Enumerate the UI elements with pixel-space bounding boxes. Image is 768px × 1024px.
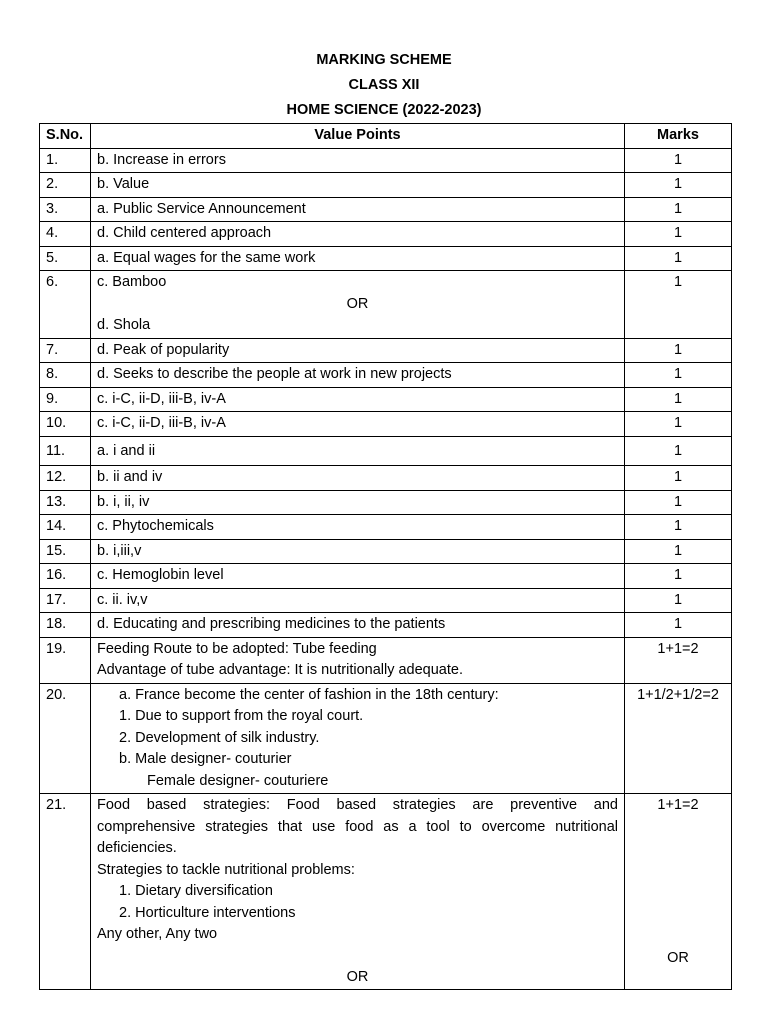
row-marks: 1 — [625, 490, 732, 515]
row-sno: 16. — [40, 564, 91, 589]
table-row — [40, 222, 732, 247]
row-value: d. Seeks to describe the people at work in new projects — [91, 363, 625, 388]
table-row — [40, 173, 732, 198]
row-marks: 1+1/2+1/2=2 — [625, 683, 732, 794]
row-marks: 1 — [625, 338, 732, 363]
row-marks: 1 — [625, 271, 732, 339]
row-value-line: Any other, Any two — [97, 926, 218, 942]
table-row — [40, 387, 732, 412]
row-sno: 13. — [40, 490, 91, 515]
table-row — [40, 197, 732, 222]
row-sno: 3. — [40, 197, 91, 222]
title-marking-scheme: MARKING SCHEME — [316, 52, 452, 68]
row-value-alt: d. Shola — [97, 317, 151, 333]
row-value-line: Strategies to tackle nutritional problems: — [97, 861, 355, 878]
title-class: CLASS XII — [348, 77, 420, 93]
row-sno: 20. — [40, 683, 91, 794]
row-marks: 1 — [625, 222, 732, 247]
row-value: b. Increase in errors — [91, 148, 625, 173]
row-value: d. Child centered approach — [91, 222, 625, 247]
row-value-line: 1. Due to support from the royal court. — [119, 708, 364, 724]
row-marks: 1 — [625, 246, 732, 271]
row-sno: 5. — [40, 246, 91, 271]
row-value: b. i,iii,v — [91, 539, 625, 564]
row-marks: 1 — [625, 148, 732, 173]
row-sno: 19. — [40, 637, 91, 683]
table-row — [40, 637, 732, 683]
row-value-group — [91, 637, 625, 683]
row-marks: 1 — [625, 564, 732, 589]
row-value: c. ii. iv,v — [91, 588, 625, 613]
row-marks: 1 — [625, 363, 732, 388]
row-marks: 1 — [625, 613, 732, 638]
row-value-group — [91, 271, 625, 339]
table-row — [40, 613, 732, 638]
row-value: b. Value — [91, 173, 625, 198]
marks-or-separator: OR — [667, 949, 689, 966]
row-marks: 1+1=2 — [625, 637, 732, 683]
header-value-points: Value Points — [91, 124, 625, 149]
row-value: a. i and ii — [91, 436, 625, 466]
or-separator: OR — [346, 295, 369, 312]
table-row — [40, 490, 732, 515]
row-value-line: Advantage of tube advantage: It is nutritionally adequate. — [97, 662, 463, 678]
row-value-line: a. France become the center of fashion in the 18th century: — [119, 686, 499, 703]
table-row — [40, 338, 732, 363]
table-row — [40, 515, 732, 540]
table-row — [40, 271, 732, 339]
row-value-group — [91, 683, 625, 794]
table-row — [40, 436, 732, 466]
row-marks: 1 — [625, 173, 732, 198]
row-marks: 1 — [625, 588, 732, 613]
row-value: d. Peak of popularity — [91, 338, 625, 363]
row-marks: 1 — [625, 412, 732, 437]
row-value: a. Equal wages for the same work — [91, 246, 625, 271]
row-sno: 18. — [40, 613, 91, 638]
row-sno: 8. — [40, 363, 91, 388]
row-sno: 10. — [40, 412, 91, 437]
row-sno: 2. — [40, 173, 91, 198]
row-value: c. i-C, ii-D, iii-B, iv-A — [91, 412, 625, 437]
title-subject: HOME SCIENCE (2022-2023) — [286, 102, 482, 118]
row-value-line: 1. Dietary diversification — [119, 883, 273, 899]
row-value: b. i, ii, iv — [91, 490, 625, 515]
row-value: c. Hemoglobin level — [91, 564, 625, 589]
table-row — [40, 363, 732, 388]
row-value-line: b. Male designer- couturier — [119, 751, 292, 767]
row-sno: 6. — [40, 271, 91, 339]
row-value: a. Public Service Announcement — [91, 197, 625, 222]
row-value: c. Phytochemicals — [91, 515, 625, 540]
table-row — [40, 148, 732, 173]
table-header-row — [40, 124, 732, 149]
row-value: b. ii and iv — [91, 466, 625, 491]
row-value: c. i-C, ii-D, iii-B, iv-A — [91, 387, 625, 412]
row-sno: 21. — [40, 794, 91, 990]
table-row — [40, 683, 732, 794]
row-sno: 17. — [40, 588, 91, 613]
header-marks: Marks — [625, 124, 732, 149]
row-value: d. Educating and prescribing medicines to the patients — [91, 613, 625, 638]
row-marks: 1 — [625, 466, 732, 491]
row-marks: 1 — [625, 387, 732, 412]
row-marks: 1+1=2 — [657, 797, 699, 813]
table-row — [40, 246, 732, 271]
row-value-line: Feeding Route to be adopted: Tube feeding — [97, 640, 377, 657]
marking-table — [39, 123, 732, 990]
row-marks: 1 — [625, 539, 732, 564]
row-sno: 7. — [40, 338, 91, 363]
row-marks: 1 — [625, 515, 732, 540]
row-marks: 1 — [625, 197, 732, 222]
row-sno: 9. — [40, 387, 91, 412]
row-marks-cell — [625, 794, 732, 990]
row-value-group — [91, 794, 625, 990]
row-value: c. Bamboo — [97, 274, 167, 290]
table-row — [40, 539, 732, 564]
or-separator: OR — [346, 968, 369, 985]
row-value-line: 2. Development of silk industry. — [119, 729, 320, 746]
row-sno: 14. — [40, 515, 91, 540]
row-value-line: Female designer- couturiere — [147, 772, 329, 789]
row-value-paragraph: Food based strategies: Food based strategies are preventive and comprehensive strategies that use food as a tool to overcome nutritional deficiencies. — [97, 797, 618, 856]
document-header — [0, 48, 768, 123]
row-sno: 1. — [40, 148, 91, 173]
table-row — [40, 794, 732, 990]
table-row — [40, 588, 732, 613]
row-sno: 4. — [40, 222, 91, 247]
row-sno: 11. — [40, 436, 91, 466]
row-sno: 15. — [40, 539, 91, 564]
table-row — [40, 564, 732, 589]
row-sno: 12. — [40, 466, 91, 491]
table-row — [40, 466, 732, 491]
header-sno: S.No. — [40, 124, 91, 149]
row-value-line: 2. Horticulture interventions — [119, 904, 296, 921]
table-row — [40, 412, 732, 437]
row-marks: 1 — [625, 436, 732, 466]
